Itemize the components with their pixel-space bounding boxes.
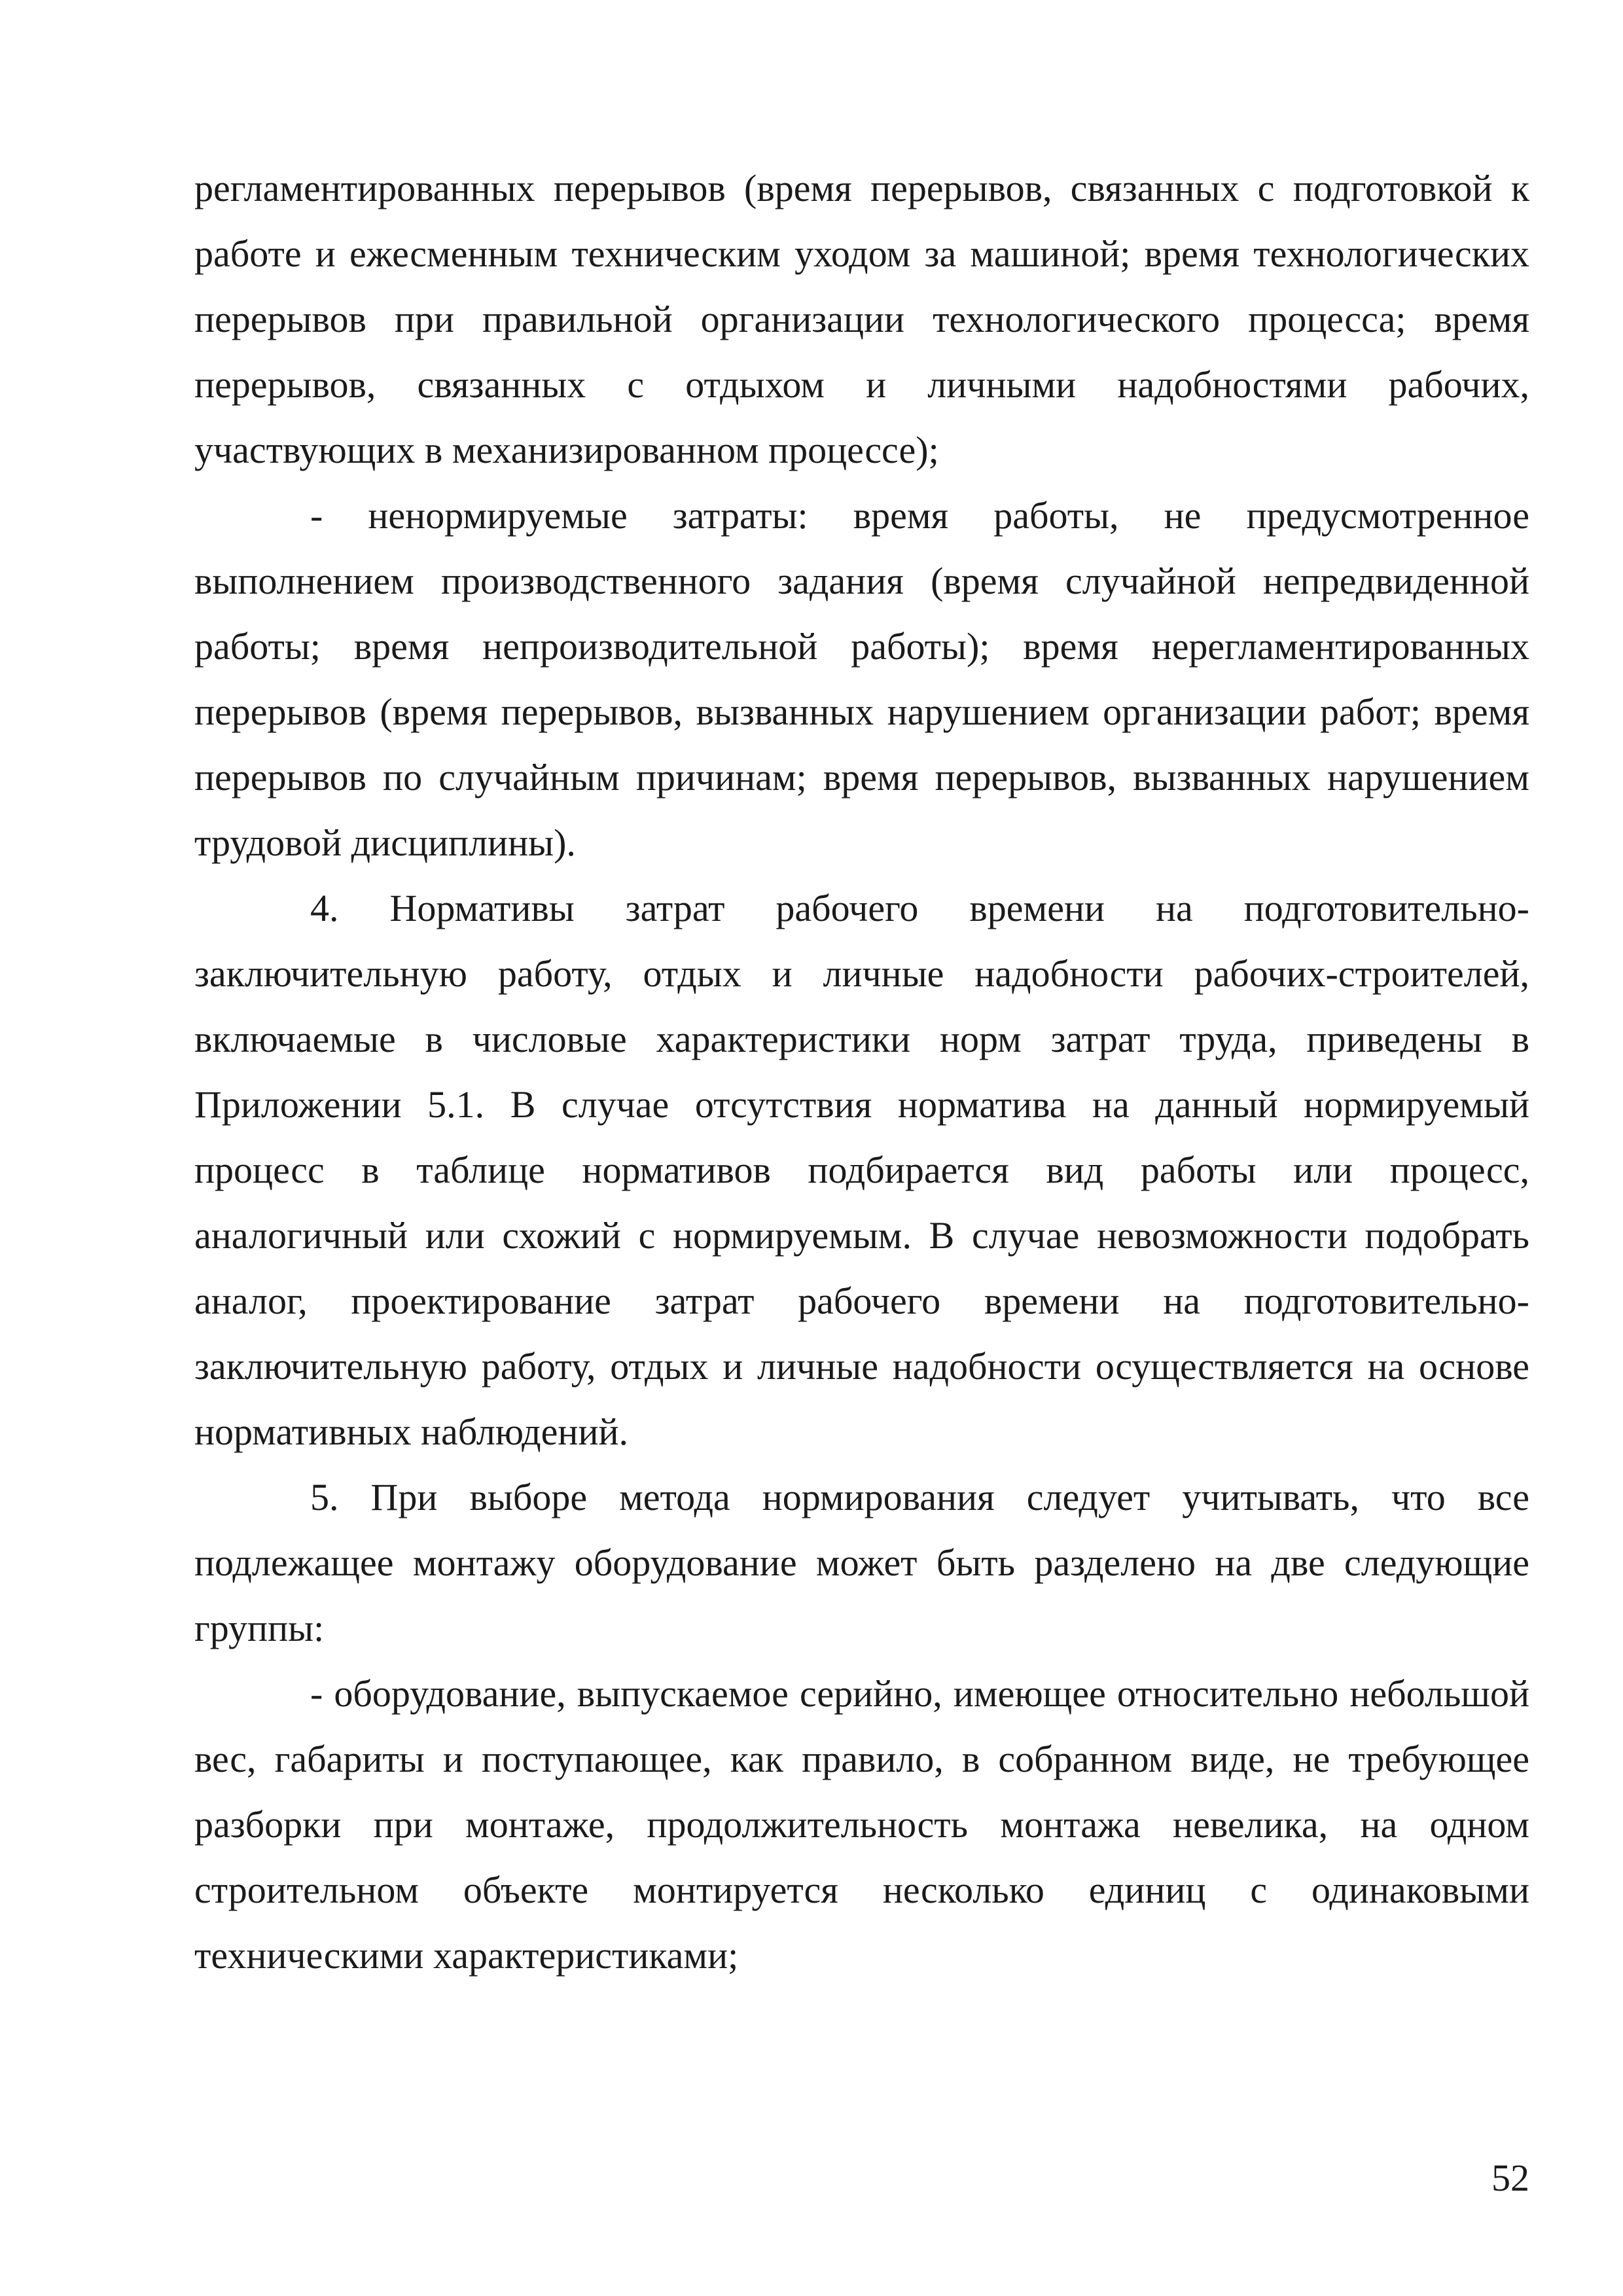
document-body xyxy=(194,156,1529,1988)
paragraph-item-4: 4. Нормативы затрат рабочего времени на подготовительно-заключительную работу, отдых и личные надобности рабочих-строителей, включаемые в числовые характеристики норм затрат труда, приведены в Приложении 5.1. В случае отсутствия норматива на данный нормируемый процесс в таблице нормативов подбирается вид работы или процесс, аналогичный или схожий с нормируемым. В случае невозможности подобрать аналог, проектирование затрат рабочего времени на подготовительно-заключительную работу, отдых и личные надобности осуществляется на основе нормативных наблюдений. xyxy=(194,887,1529,1453)
paragraph-item-5: 5. При выборе метода нормирования следует учитывать, что все подлежащее монтажу оборудование может быть разделено на две следующие группы: xyxy=(194,1476,1529,1649)
page-number: 52 xyxy=(1491,2157,1529,2199)
paragraph-serial-equipment: - оборудование, выпускаемое серийно, имеющее относительно небольшой вес, габариты и поступающее, как правило, в собранном виде, не требующее разборки при монтаже, продолжительность монтажа невелика, на одном строительном объекте монтируется несколько единиц с одинаковыми техническими характеристиками; xyxy=(194,1672,1529,1977)
paragraph-non-normalized-costs: - ненормируемые затраты: время работы, не предусмотренное выполнением производственного задания (время случайной непредвиденной работы; время непроизводительной работы); время нерегламентированных перерывов (время перерывов, вызванных нарушением организации работ; время перерывов по случайным причинам; время перерывов, вызванных нарушением трудовой дисциплины). xyxy=(194,494,1529,864)
paragraph-regulated-breaks: регламентированных перерывов (время перерывов, связанных с подготовкой к работе и ежесменным техническим уходом за машиной; время технологических перерывов при правильной организации технологического процесса; время перерывов, связанных с отдыхом и личными надобностями рабочих, участвующих в механизированном процессе); xyxy=(194,167,1529,471)
